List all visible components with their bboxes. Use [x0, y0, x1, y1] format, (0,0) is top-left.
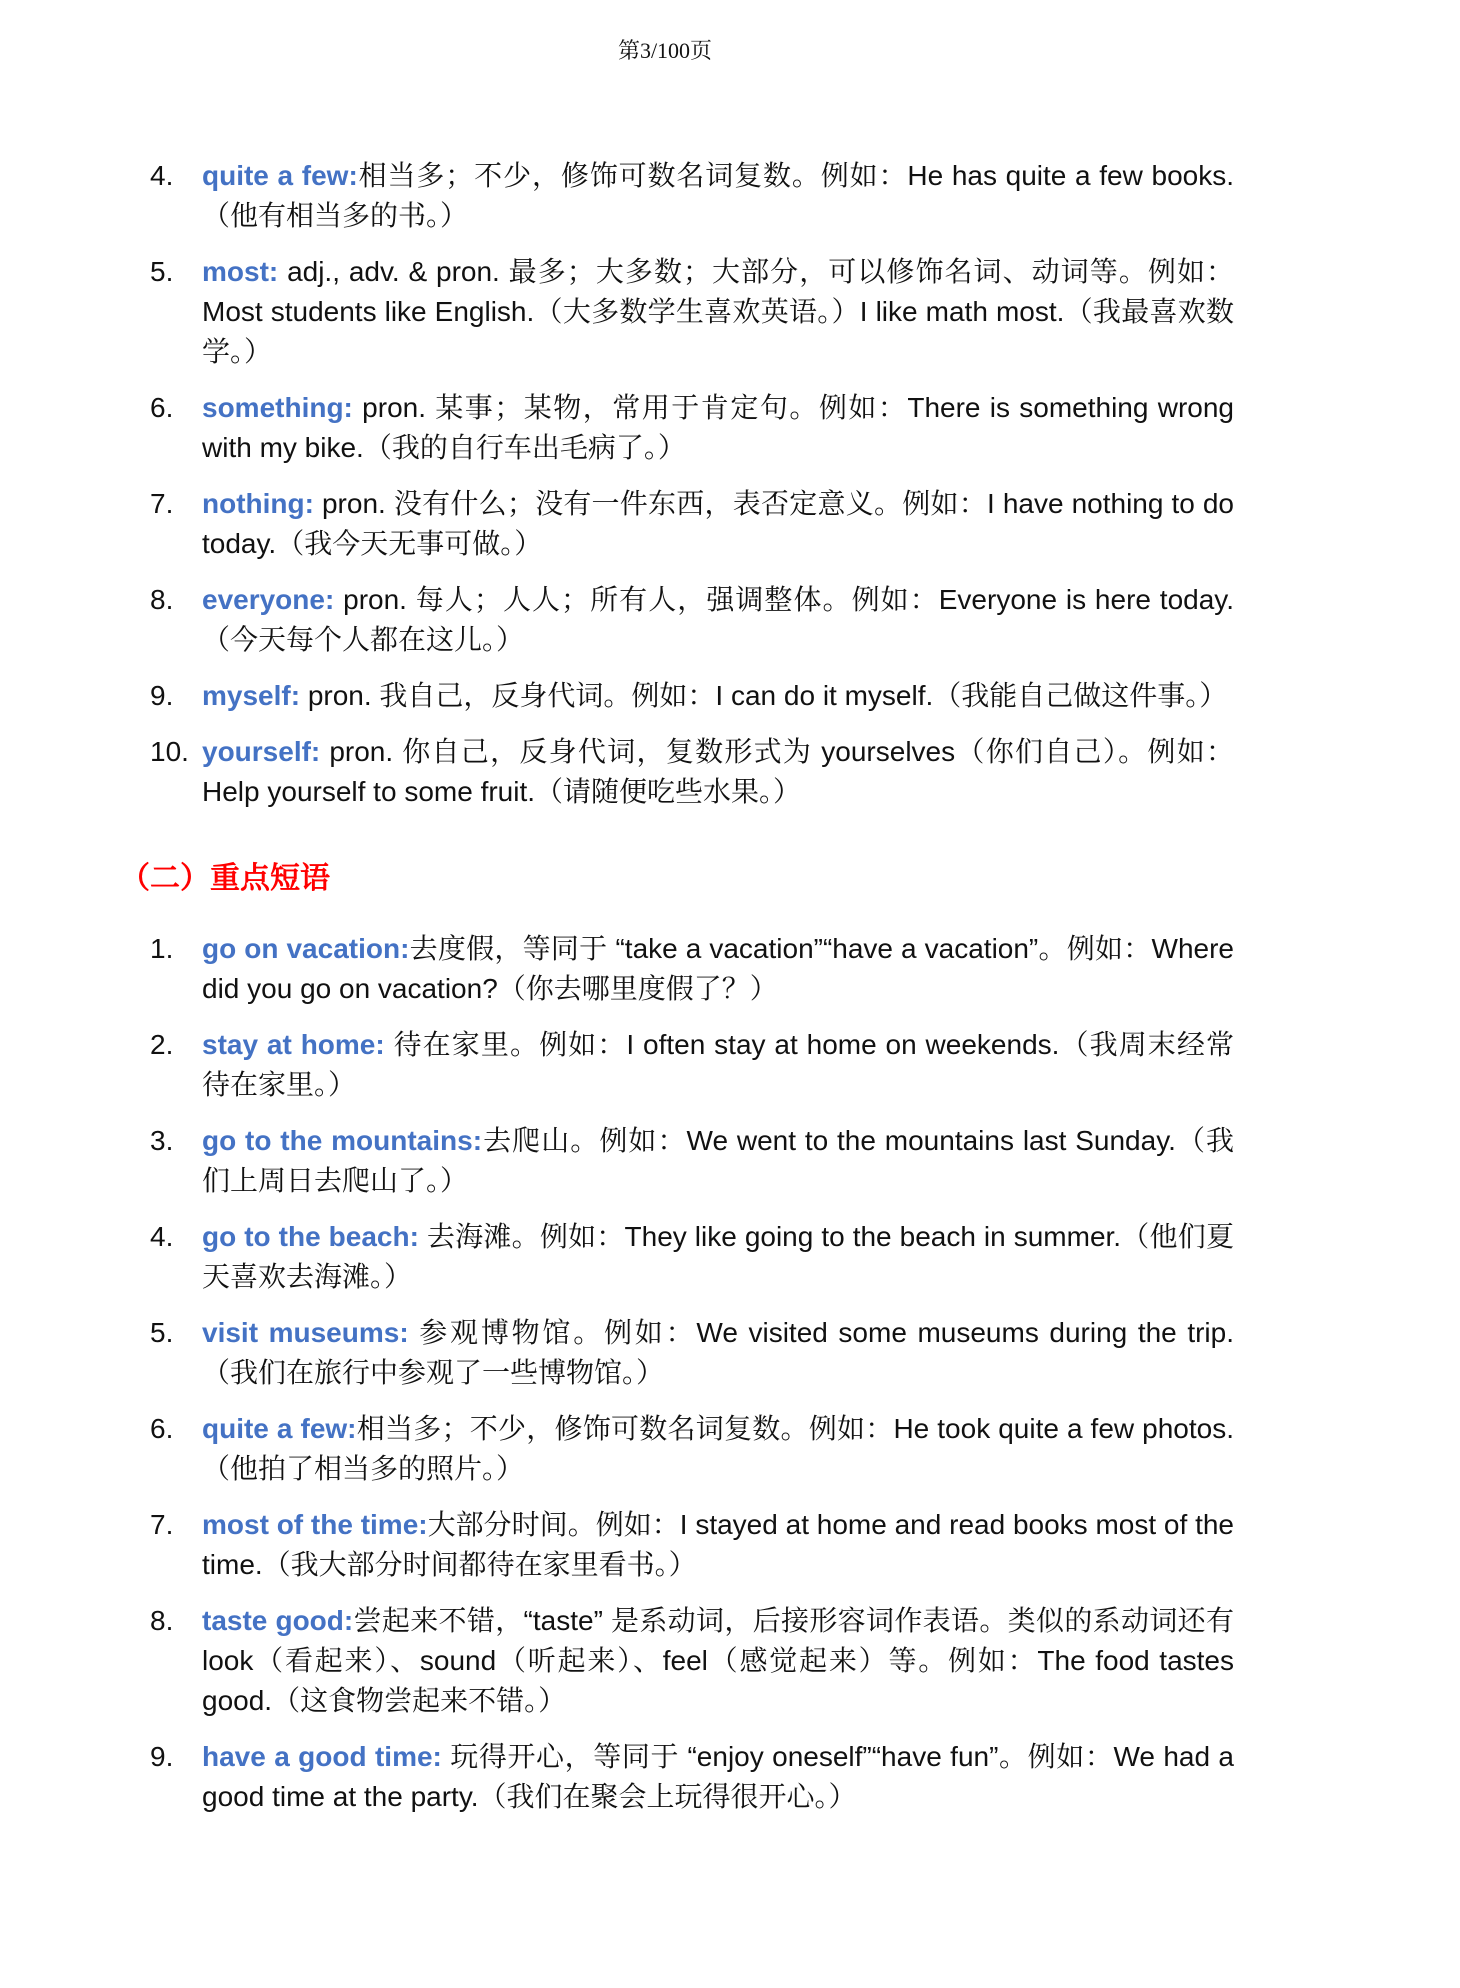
list-item: [150, 1121, 1234, 1201]
list-item: [150, 1217, 1234, 1297]
definition: 去爬山。例如：We went to the mountains last Sunday.（我们上周日去爬山了。）: [202, 1125, 1235, 1196]
definition: 参观博物馆。例如：We visited some museums during the trip.（我们在旅行中参观了一些博物馆。）: [202, 1317, 1234, 1388]
term: quite a few:: [202, 1413, 357, 1444]
item-number: 8.: [150, 1605, 174, 1636]
term: most of the time:: [202, 1509, 428, 1540]
definition: 尝起来不错，“taste” 是系动词，后接形容词作表语。类似的系动词还有 look（看起来）、sound（听起来）、feel（感觉起来）等。例如：The food tastes good.（这食物尝起来不错。）: [202, 1605, 1234, 1716]
item-number: 6.: [150, 392, 174, 423]
term: go on vacation:: [202, 933, 410, 964]
item-number: 7.: [150, 488, 174, 519]
item-number: 5.: [150, 1317, 174, 1348]
list-item: [150, 1737, 1234, 1817]
item-number: 10.: [150, 736, 189, 767]
definition: 相当多；不少，修饰可数名词复数。例如：He has quite a few books.（他有相当多的书。）: [202, 160, 1234, 231]
definition: 待在家里。例如：I often stay at home on weekends.（我周末经常待在家里。）: [202, 1029, 1235, 1100]
term: go to the mountains:: [202, 1125, 483, 1156]
item-number: 2.: [150, 1029, 174, 1060]
item-number: 9.: [150, 680, 174, 711]
item-number: 3.: [150, 1125, 174, 1156]
definition: pron. 某事；某物，常用于肯定句。例如：There is something wrong with my bike.（我的自行车出毛病了。）: [202, 392, 1234, 463]
term: taste good:: [202, 1605, 354, 1636]
list-item: [150, 1313, 1234, 1393]
item-number: 4.: [150, 160, 174, 191]
definition: pron. 我自己，反身代词。例如：I can do it myself.（我能自己做这件事。）: [300, 680, 1228, 711]
page-number: 第3/100页: [617, 38, 713, 63]
item-number: 4.: [150, 1221, 174, 1252]
term: myself:: [202, 680, 301, 711]
phrase-list: [150, 929, 1234, 1833]
term: most:: [202, 256, 279, 287]
vocabulary-list: [150, 156, 1234, 828]
term: stay at home:: [202, 1029, 385, 1060]
term: nothing:: [202, 488, 314, 519]
definition: pron. 每人；人人；所有人，强调整体。例如：Everyone is here today.（今天每个人都在这儿。）: [202, 584, 1234, 655]
list-item: [150, 1601, 1234, 1721]
definition: adj., adv. & pron. 最多；大多数；大部分，可以修饰名词、动词等。例如：Most students like English.（大多数学生喜欢英语。）I like math most.（我最喜欢数学。）: [202, 256, 1234, 367]
term: go to the beach:: [202, 1221, 419, 1252]
item-number: 9.: [150, 1741, 174, 1772]
section-title: （二）重点短语: [120, 861, 330, 896]
term: visit museums:: [202, 1317, 409, 1348]
item-number: 5.: [150, 256, 174, 287]
list-item: [150, 252, 1234, 372]
definition: 相当多；不少，修饰可数名词复数。例如：He took quite a few photos.（他拍了相当多的照片。）: [202, 1413, 1235, 1484]
list-item: [150, 388, 1234, 468]
list-item: [150, 929, 1234, 1009]
definition: 去度假，等同于 “take a vacation”“have a vacation”。例如：Where did you go on vacation?（你去哪里度假了？）: [202, 933, 1234, 1004]
term: quite a few:: [202, 160, 358, 191]
list-item: [150, 156, 1234, 236]
term: everyone:: [202, 584, 335, 615]
list-item: [150, 732, 1234, 812]
list-item: [150, 1025, 1234, 1105]
item-number: 1.: [150, 933, 174, 964]
definition: 去海滩。例如：They like going to the beach in summer.（他们夏天喜欢去海滩。）: [202, 1221, 1234, 1292]
definition: 大部分时间。例如：I stayed at home and read books most of the time.（我大部分时间都待在家里看书。）: [202, 1509, 1235, 1580]
item-number: 7.: [150, 1509, 174, 1540]
list-item: [150, 484, 1234, 564]
definition: pron. 没有什么；没有一件东西，表否定意义。例如：I have nothing to do today.（我今天无事可做。）: [202, 488, 1234, 559]
item-number: 8.: [150, 584, 174, 615]
list-item: [150, 1409, 1234, 1489]
term: have a good time:: [202, 1741, 442, 1772]
list-item: [150, 676, 1234, 716]
item-number: 6.: [150, 1413, 174, 1444]
definition: 玩得开心，等同于 “enjoy oneself”“have fun”。例如：We had a good time at the party.（我们在聚会上玩得很开心。）: [202, 1741, 1234, 1812]
list-item: [150, 1505, 1234, 1585]
list-item: [150, 580, 1234, 660]
term: something:: [202, 392, 353, 423]
definition: pron. 你自己，反身代词，复数形式为 yourselves（你们自己）。例如：Help yourself to some fruit.（请随便吃些水果。）: [202, 736, 1234, 807]
term: yourself:: [202, 736, 321, 767]
